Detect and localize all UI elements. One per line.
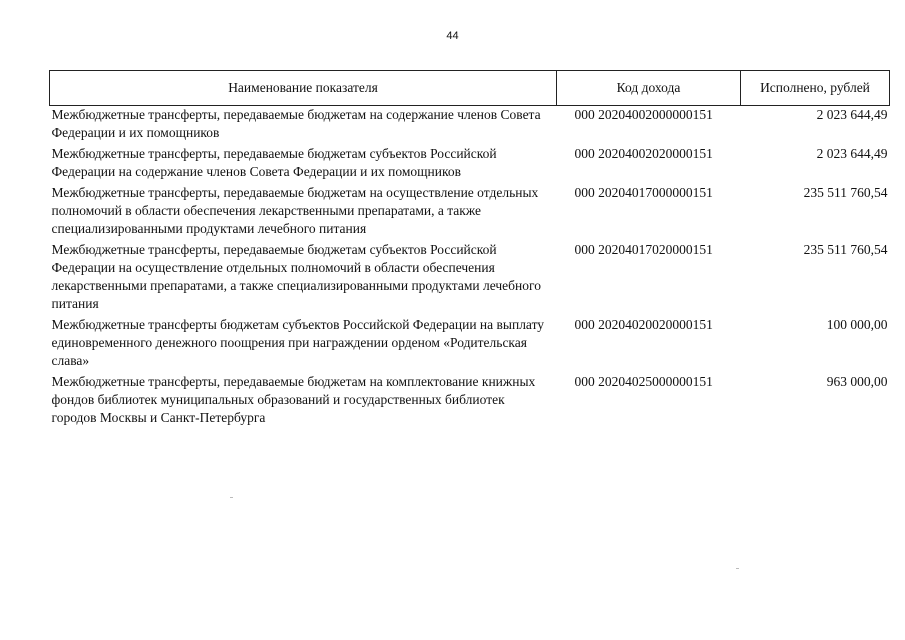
row-indicator-name: Межбюджетные трансферты, передаваемые бюджетам на содержание членов Совета Федерации и их помощников [51, 107, 541, 140]
table-row [50, 241, 890, 316]
row-indicator-name: Межбюджетные трансферты, передаваемые бюджетам на осуществление отдельных полномочий в области обеспечения лекарственными препаратами, а также специализированными продуктами лечебного питания [51, 185, 539, 236]
row-executed-sum: 235 511 760,54 [803, 185, 888, 200]
row-indicator-name: Межбюджетные трансферты, передаваемые бюджетам на комплектование книжных фондов библиотек муниципальных образований и государственных библиотек городов Москвы и Санкт-Петербурга [51, 374, 536, 425]
header-executed-sum: Исполнено, рублей [741, 71, 890, 106]
report-table [49, 70, 890, 430]
header-income-code: Код дохода [557, 71, 741, 106]
table-row [50, 373, 890, 430]
header-indicator-name: Наименование показателя [50, 71, 557, 106]
table-body [50, 106, 890, 431]
scan-artifact-mark [736, 568, 739, 569]
row-income-code: 000 20204025000000151 [574, 374, 713, 389]
table-row [50, 184, 890, 241]
row-income-code: 000 20204017000000151 [574, 185, 713, 200]
table-row [50, 316, 890, 373]
table-row [50, 145, 890, 184]
row-income-code: 000 20204002020000151 [574, 146, 713, 161]
row-executed-sum: 235 511 760,54 [803, 242, 888, 257]
header-row [50, 71, 890, 106]
page-number: 44 [446, 30, 459, 42]
row-executed-sum: 100 000,00 [826, 317, 888, 332]
row-indicator-name: Межбюджетные трансферты бюджетам субъектов Российской Федерации на выплату единовременного денежного поощрения при награждении орденом «Родительская слава» [51, 317, 545, 368]
row-income-code: 000 20204002000000151 [574, 107, 713, 122]
row-indicator-name: Межбюджетные трансферты, передаваемые бюджетам субъектов Российской Федерации на содержание членов Совета Федерации и их помощников [51, 146, 497, 179]
row-indicator-name: Межбюджетные трансферты, передаваемые бюджетам субъектов Российской Федерации на осуществление отдельных полномочий в области обеспечения лекарственными препаратами, а также специализированными продуктами лечебного питания [51, 242, 541, 311]
table-header [50, 71, 890, 106]
row-executed-sum: 963 000,00 [826, 374, 888, 389]
row-income-code: 000 20204020020000151 [574, 317, 713, 332]
row-executed-sum: 2 023 644,49 [816, 146, 888, 161]
row-income-code: 000 20204017020000151 [574, 242, 713, 257]
row-executed-sum: 2 023 644,49 [816, 107, 888, 122]
table-row [50, 106, 890, 146]
scan-artifact-mark [230, 497, 233, 498]
